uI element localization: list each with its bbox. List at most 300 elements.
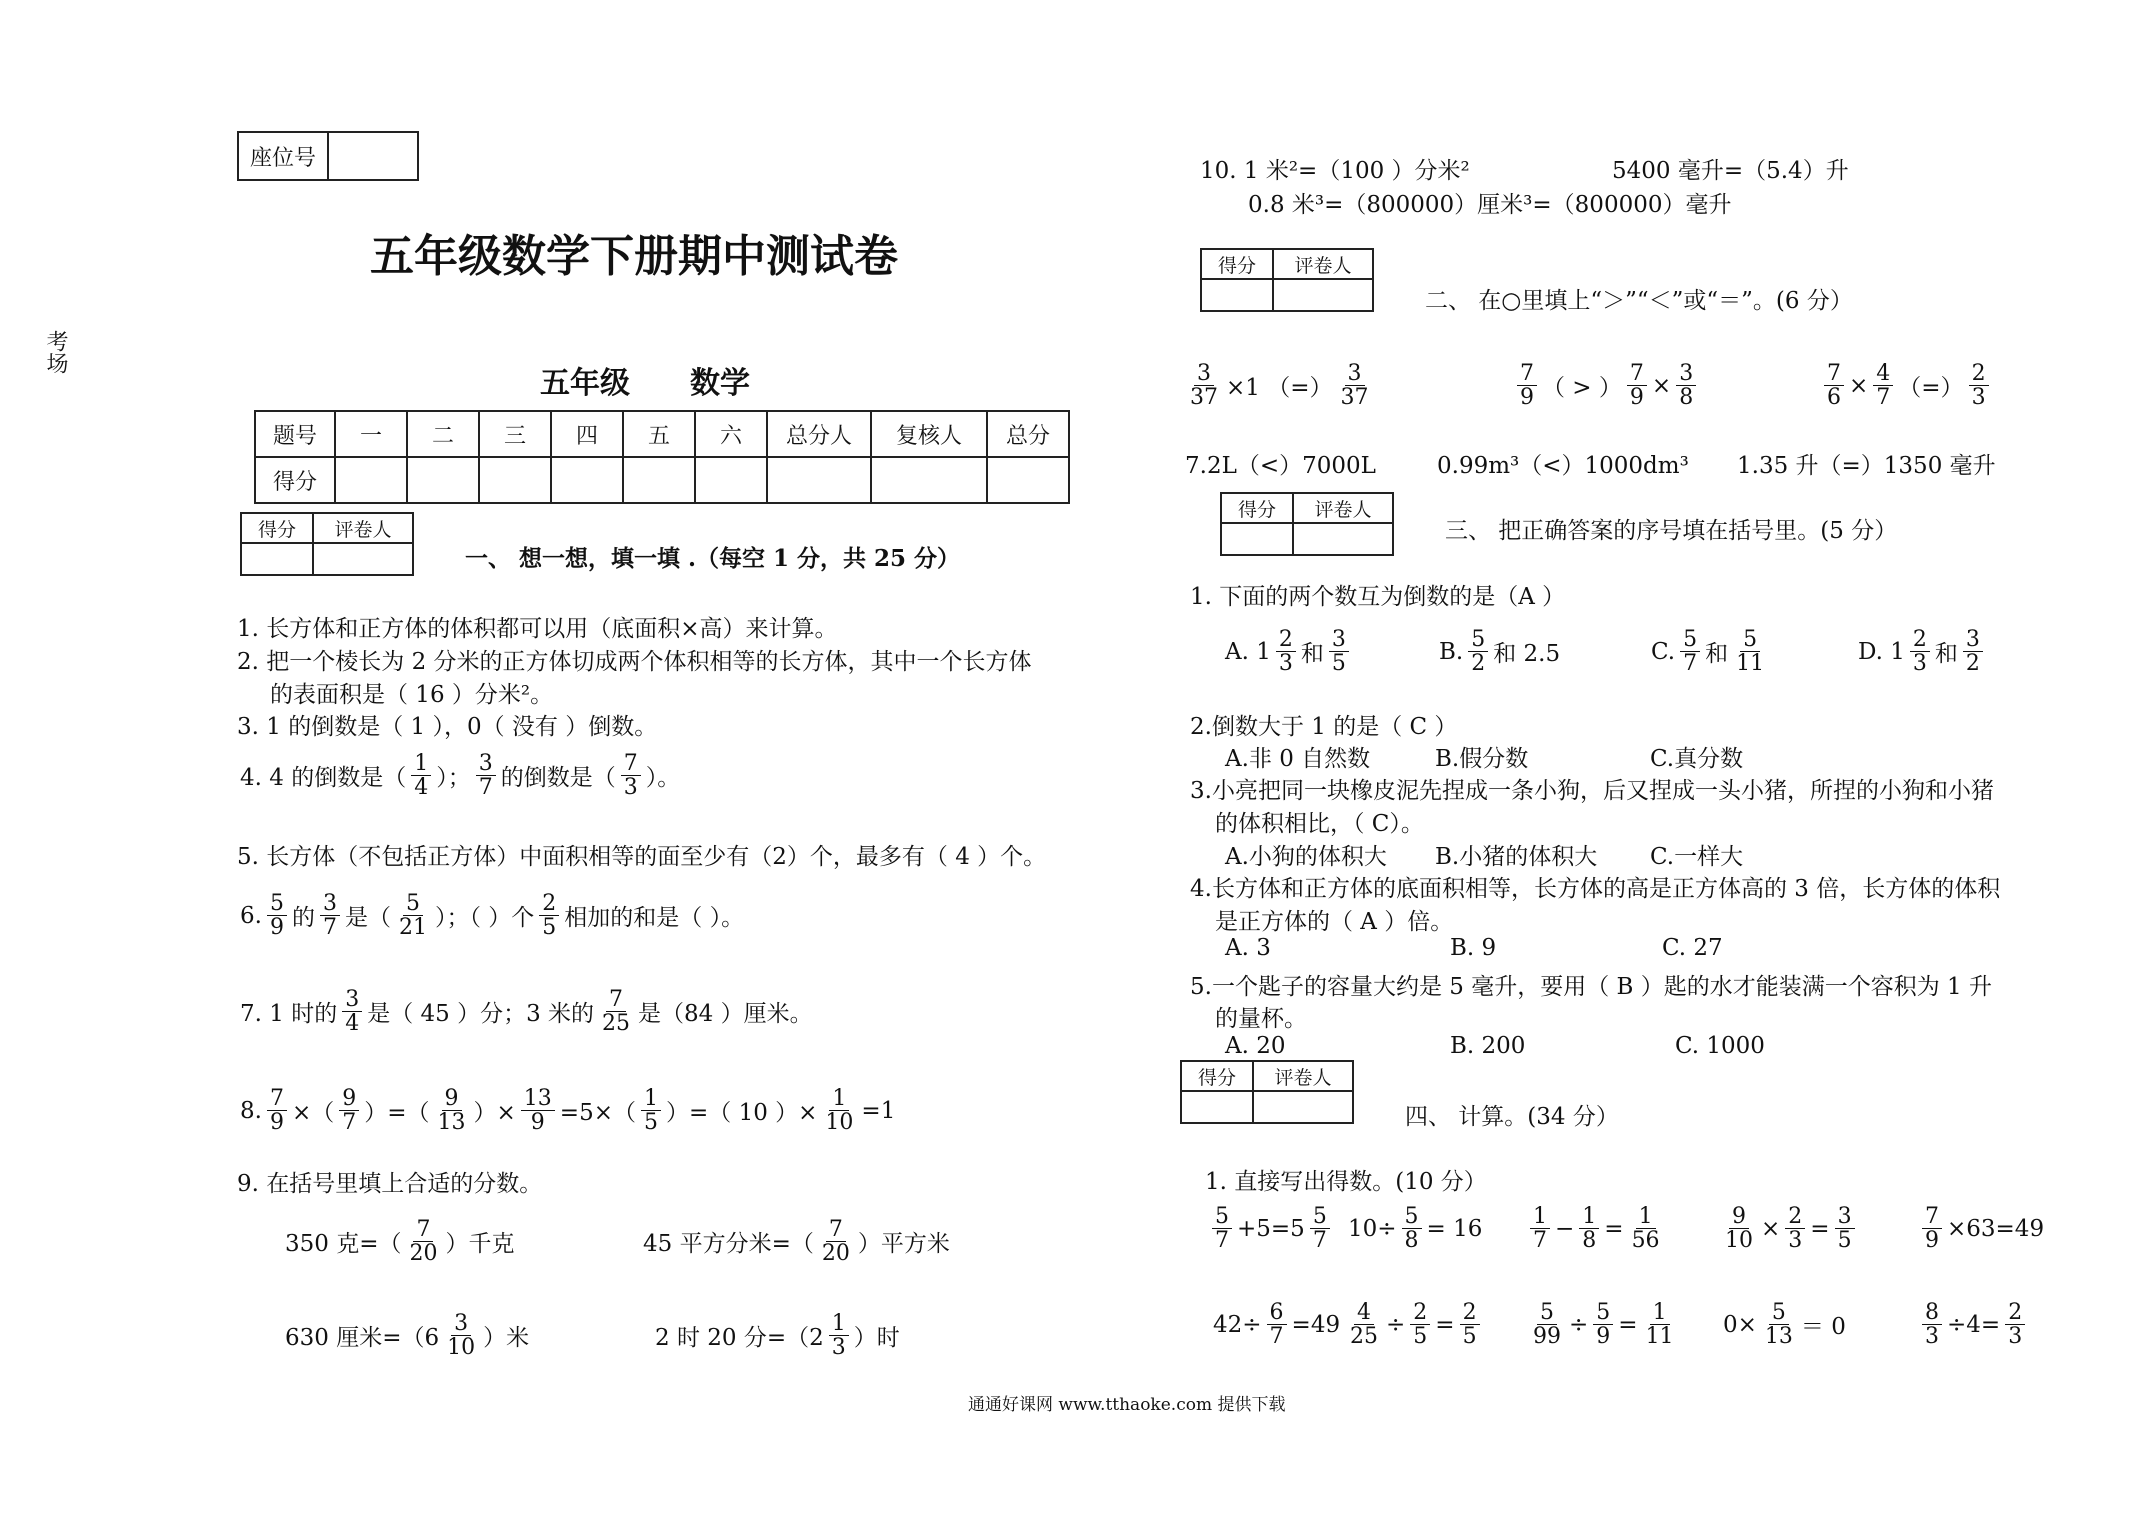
mc-q5-a: A. 20 xyxy=(1225,1033,1286,1059)
mc-q1: 1. 下面的两个数互为倒数的是（A ） xyxy=(1190,584,1566,610)
denominator: 20 xyxy=(821,1241,850,1267)
text-part: （ > ） xyxy=(1542,375,1622,402)
text-part: × xyxy=(1761,1215,1781,1242)
numerator: 7 xyxy=(606,988,626,1012)
fraction xyxy=(1347,1301,1381,1348)
text-part: ）米 xyxy=(483,1325,530,1352)
q10-a: 10. 1 米²=（100 ）分米² xyxy=(1200,158,1470,184)
denominator: 8 xyxy=(1679,385,1694,411)
text-part: 42÷ xyxy=(1213,1311,1262,1338)
denominator: 5 xyxy=(1413,1324,1428,1350)
numerator: 1 xyxy=(1636,1205,1656,1229)
fraction xyxy=(1530,1301,1564,1348)
text-part: × xyxy=(1849,372,1869,399)
mc-q5-line2: 的量杯。 xyxy=(1215,1006,1307,1032)
numerator: 7 xyxy=(1922,1205,1942,1229)
denominator: 99 xyxy=(1533,1324,1561,1350)
compare-2 xyxy=(1515,362,1698,409)
compare-5: 0.99m³（<）1000dm³ xyxy=(1437,453,1689,479)
denominator: 11 xyxy=(1736,651,1765,677)
numerator: 13 xyxy=(521,1087,555,1111)
fraction xyxy=(267,1087,287,1134)
numerator: 2 xyxy=(1785,1205,1805,1229)
grader-name-field[interactable] xyxy=(313,543,413,575)
mc-q4-a: A. 3 xyxy=(1225,935,1271,961)
text-part: 4. 4 的倒数是（ xyxy=(240,765,407,792)
text-part: 8. xyxy=(240,1097,262,1124)
fraction xyxy=(1329,628,1349,675)
mc-q4-line1: 4.长方体和正方体的底面积相等，长方体的高是正方体高的 3 倍，长方体的体积 xyxy=(1190,876,2001,902)
text-part: 630 厘米=（6 xyxy=(285,1325,440,1352)
fraction xyxy=(1593,1301,1613,1348)
denominator: 3 xyxy=(1912,651,1927,677)
fraction xyxy=(521,1087,555,1134)
text-part: ×63=49 xyxy=(1947,1215,2045,1242)
numerator: 7 xyxy=(1824,362,1844,386)
text-part: 的倒数是（ xyxy=(500,765,616,792)
numerator: 2 xyxy=(1969,362,1989,386)
denominator: 9 xyxy=(1629,385,1644,411)
fraction xyxy=(1267,1301,1287,1348)
fraction xyxy=(1629,1205,1663,1252)
grader-name-field[interactable] xyxy=(1253,1091,1353,1123)
fraction xyxy=(1627,362,1647,409)
fraction xyxy=(320,892,340,939)
text-part: ）； xyxy=(436,765,471,792)
numerator: 5 xyxy=(403,892,423,916)
mc-q5-b: B. 200 xyxy=(1450,1033,1526,1059)
numerator: 5 xyxy=(267,892,287,916)
text-part: ）；（ ）个 xyxy=(434,905,535,932)
text-part: 和 xyxy=(1934,641,1958,668)
fraction xyxy=(829,1312,849,1359)
score-cell[interactable] xyxy=(987,457,1069,503)
calc-item xyxy=(1210,1301,1343,1348)
denominator: 25 xyxy=(602,1011,631,1037)
text-part: 相加的和是（ ）。 xyxy=(564,905,745,932)
numerator: 3 xyxy=(320,892,340,916)
mc-q5-c: C. 1000 xyxy=(1675,1033,1765,1059)
text-part: 2 时 20 分=（2 xyxy=(655,1325,824,1352)
fraction xyxy=(822,1087,856,1134)
fraction xyxy=(1338,362,1372,409)
score-header: 四 xyxy=(551,411,623,457)
numerator: 7 xyxy=(413,1218,433,1242)
score-header: 复核人 xyxy=(871,411,987,457)
calc-item xyxy=(1210,1205,1332,1252)
text-part: 是（84 ）厘米。 xyxy=(638,1001,813,1028)
text-part: 是（ xyxy=(344,905,391,932)
text-part: ）× xyxy=(473,1100,516,1127)
denominator: 5 xyxy=(1331,651,1346,677)
fraction xyxy=(1212,1205,1232,1252)
denominator: 8 xyxy=(1582,1228,1597,1254)
fraction xyxy=(1722,1205,1756,1252)
text-part: A. 1 xyxy=(1225,638,1271,665)
mc-q2-c: C.真分数 xyxy=(1650,746,1744,772)
text-part: = xyxy=(1435,1311,1455,1338)
fraction xyxy=(1468,628,1488,675)
q9b xyxy=(640,1218,953,1265)
numerator: 5 xyxy=(1537,1301,1557,1325)
grader-box-2 xyxy=(1200,248,1374,312)
score-cell[interactable] xyxy=(695,457,767,503)
fraction xyxy=(1643,1301,1677,1348)
mc-q1-d xyxy=(1855,628,1985,675)
text-part: B. xyxy=(1439,638,1464,665)
text-part: ÷4= xyxy=(1947,1311,2001,1338)
numerator: 7 xyxy=(826,1218,846,1242)
score-cell[interactable] xyxy=(335,457,407,503)
calc-item xyxy=(1720,1301,1849,1348)
score-row-label: 得分 xyxy=(255,457,335,503)
text-part: 和 xyxy=(1300,641,1324,668)
numerator: 7 xyxy=(621,752,641,776)
score-cell[interactable] xyxy=(871,457,987,503)
score-cell[interactable] xyxy=(767,457,871,503)
fraction xyxy=(411,752,431,799)
denominator: 7 xyxy=(1312,1228,1327,1254)
fraction xyxy=(1922,1205,1942,1252)
text-part: 和 2.5 xyxy=(1493,641,1561,668)
denominator: 2 xyxy=(1965,651,1980,677)
fraction xyxy=(1680,628,1700,675)
mc-q3-c: C.一样大 xyxy=(1650,844,1744,870)
denominator: 5 xyxy=(542,915,557,941)
denominator: 11 xyxy=(1645,1324,1674,1350)
calc-item xyxy=(1528,1301,1679,1348)
calc-item xyxy=(1920,1301,2027,1348)
page-title: 五年级数学下册期中测试卷 xyxy=(370,231,898,282)
grader-score-label: 得分 xyxy=(1181,1061,1253,1091)
fraction xyxy=(1910,628,1930,675)
text-part: 45 平方分米=（ xyxy=(643,1231,814,1258)
mc-q1-a xyxy=(1222,628,1351,675)
numerator: 8 xyxy=(1922,1301,1942,1325)
denominator: 10 xyxy=(825,1110,854,1136)
text-part: D. 1 xyxy=(1858,638,1905,665)
text-part: =1 xyxy=(861,1097,896,1124)
grader-name-label: 评卷人 xyxy=(313,513,413,543)
numerator: 3 xyxy=(1835,1205,1855,1229)
q7 xyxy=(237,988,816,1035)
grader-score-field[interactable] xyxy=(241,543,313,575)
q9a xyxy=(282,1218,517,1265)
denominator: 21 xyxy=(398,915,427,941)
fraction xyxy=(1517,362,1537,409)
denominator: 3 xyxy=(623,775,638,801)
numerator: 5 xyxy=(1769,1301,1789,1325)
fraction xyxy=(1873,362,1893,409)
q6 xyxy=(237,892,747,939)
text-part: 7. 1 时的 xyxy=(240,1001,338,1028)
q9: 9. 在括号里填上合适的分数。 xyxy=(237,1171,543,1197)
text-part: ）千克 xyxy=(445,1231,515,1258)
denominator: 4 xyxy=(345,1011,360,1037)
text-part: ）时 xyxy=(853,1325,900,1352)
text-part: 0× xyxy=(1723,1311,1757,1338)
grader-score-field[interactable] xyxy=(1181,1091,1253,1123)
text-part: 6. xyxy=(240,902,262,929)
numerator: 1 xyxy=(829,1087,849,1111)
fraction xyxy=(1310,1205,1330,1252)
score-header: 二 xyxy=(407,411,479,457)
numerator: 3 xyxy=(451,1312,471,1336)
text-part: ）=（ 10 ）× xyxy=(665,1100,818,1127)
denominator: 56 xyxy=(1631,1228,1660,1254)
compare-4: 7.2L（<）7000L xyxy=(1185,453,1376,479)
numerator: 1 xyxy=(411,752,431,776)
q9d xyxy=(652,1312,903,1359)
denominator: 4 xyxy=(414,775,429,801)
mc-q3-a: A.小狗的体积大 xyxy=(1225,844,1387,870)
grader-box-1 xyxy=(240,512,414,576)
numerator: 2 xyxy=(1460,1301,1480,1325)
score-cell[interactable] xyxy=(407,457,479,503)
fraction xyxy=(1530,1205,1550,1252)
mc-q3-line1: 3.小亮把同一块橡皮泥先捏成一条小狗，后又捏成一头小猪，所捏的小狗和小猪 xyxy=(1190,778,1994,804)
score-header: 六 xyxy=(695,411,767,457)
denominator: 7 xyxy=(1269,1324,1284,1350)
fraction xyxy=(1187,362,1221,409)
numerator: 3 xyxy=(1963,628,1983,652)
fraction xyxy=(342,988,362,1035)
numerator: 7 xyxy=(267,1087,287,1111)
denominator: 7 xyxy=(1533,1228,1547,1254)
fraction xyxy=(1963,628,1983,675)
numerator: 7 xyxy=(1627,362,1647,386)
numerator: 5 xyxy=(1680,628,1700,652)
text-part: +5=5 xyxy=(1237,1215,1305,1242)
denominator: 7 xyxy=(342,1110,357,1136)
score-table xyxy=(254,410,1070,504)
grader-score-label: 得分 xyxy=(1221,493,1293,523)
denominator: 3 xyxy=(1278,651,1293,677)
denominator: 3 xyxy=(831,1335,846,1361)
score-header: 一 xyxy=(335,411,407,457)
numerator: 3 xyxy=(476,752,496,776)
grader-score-field[interactable] xyxy=(1221,523,1293,555)
fraction xyxy=(2005,1301,2025,1348)
mc-q4-b: B. 9 xyxy=(1450,935,1497,961)
fraction xyxy=(444,1312,478,1359)
score-cell[interactable] xyxy=(479,457,551,503)
score-header: 题号 xyxy=(255,411,335,457)
numerator: 4 xyxy=(1354,1301,1374,1325)
numerator: 4 xyxy=(1873,362,1893,386)
numerator: 5 xyxy=(1468,628,1488,652)
text-part: =49 xyxy=(1291,1311,1341,1338)
numerator: 1 xyxy=(1579,1205,1599,1229)
fraction xyxy=(1460,1301,1480,1348)
numerator: 3 xyxy=(342,988,362,1012)
text-part: ）=（ xyxy=(364,1100,430,1127)
text-part: ×1 （=） xyxy=(1226,375,1333,402)
q10-b: 5400 毫升=（5.4）升 xyxy=(1612,158,1849,184)
mc-q3-b: B.小猪的体积大 xyxy=(1435,844,1598,870)
fraction xyxy=(641,1087,661,1134)
fraction xyxy=(1835,1205,1855,1252)
mc-q2-b: B.假分数 xyxy=(1435,746,1529,772)
denominator: 7 xyxy=(1876,385,1891,411)
fraction xyxy=(1402,1205,1422,1252)
text-part: = xyxy=(1810,1215,1830,1242)
calc-item xyxy=(1528,1205,1665,1252)
fraction xyxy=(819,1218,853,1265)
section-1-heading: 一、 想一想，填一填 .（每空 1 分，共 25 分） xyxy=(465,545,961,572)
denominator: 13 xyxy=(1764,1324,1793,1350)
seat-field[interactable] xyxy=(328,132,418,180)
denominator: 9 xyxy=(269,915,284,941)
denominator: 3 xyxy=(1925,1324,1939,1350)
numerator: 2 xyxy=(2005,1301,2025,1325)
numerator: 5 xyxy=(1402,1205,1422,1229)
grader-box-4 xyxy=(1180,1060,1354,1124)
numerator: 3 xyxy=(1194,362,1214,386)
denominator: 5 xyxy=(643,1110,658,1136)
seat-box xyxy=(237,131,419,181)
denominator: 10 xyxy=(447,1335,476,1361)
fraction xyxy=(339,1087,359,1134)
text-part: ）。 xyxy=(645,765,681,792)
text-part: = xyxy=(1618,1311,1638,1338)
section-3-heading: 三、 把正确答案的序号填在括号里。(5 分） xyxy=(1445,518,1898,544)
mc-q2: 2.倒数大于 1 的是（ C ） xyxy=(1190,714,1458,740)
denominator: 9 xyxy=(269,1110,284,1136)
numerator: 9 xyxy=(1729,1205,1749,1229)
grader-name-field[interactable] xyxy=(1293,523,1393,555)
score-header: 三 xyxy=(479,411,551,457)
q4 xyxy=(237,752,683,799)
denominator: 3 xyxy=(1788,1228,1803,1254)
numerator: 3 xyxy=(1345,362,1365,386)
numerator: 1 xyxy=(641,1087,661,1111)
score-cell[interactable] xyxy=(551,457,623,503)
compare-6: 1.35 升（=）1350 毫升 xyxy=(1737,453,1996,479)
mc-q3-line2: 的体积相比，（ C）。 xyxy=(1215,811,1424,837)
calc-subheading: 1. 直接写出得数。(10 分） xyxy=(1205,1169,1487,1195)
section-2-heading: 二、 在○里填上“＞”“＜”或“＝”。(6 分） xyxy=(1425,288,1853,314)
seat-label: 座位号 xyxy=(238,132,328,180)
denominator: 7 xyxy=(1683,651,1698,677)
text-part: ）平方米 xyxy=(857,1231,950,1258)
text-part: − xyxy=(1555,1215,1575,1242)
fraction xyxy=(621,752,641,799)
denominator: 9 xyxy=(1925,1228,1939,1254)
denominator: 37 xyxy=(1190,385,1218,411)
fraction xyxy=(1762,1301,1796,1348)
denominator: 2 xyxy=(1471,651,1486,677)
numerator: 2 xyxy=(539,892,559,916)
grader-name-label: 评卷人 xyxy=(1293,493,1393,523)
score-header: 总分人 xyxy=(767,411,871,457)
q1: 1. 长方体和正方体的体积都可以用（底面积×高）来计算。 xyxy=(237,616,838,642)
grader-box-3 xyxy=(1220,492,1394,556)
fraction xyxy=(476,752,496,799)
grader-score-label: 得分 xyxy=(1201,249,1273,279)
numerator: 1 xyxy=(1530,1205,1550,1229)
mc-q4-c: C. 27 xyxy=(1662,935,1723,961)
mc-q1-b xyxy=(1436,628,1563,675)
denominator: 10 xyxy=(1725,1228,1753,1254)
text-part: 是（ 45 ）分；3 米的 xyxy=(367,1001,595,1028)
denominator: 7 xyxy=(478,775,493,801)
denominator: 13 xyxy=(437,1110,466,1136)
fraction xyxy=(1276,628,1296,675)
q3: 3. 1 的倒数是（ 1 ），0（ 没有 ）倒数。 xyxy=(237,714,658,740)
numerator: 1 xyxy=(829,1312,849,1336)
score-header: 总分 xyxy=(987,411,1069,457)
q5: 5. 长方体（不包括正方体）中面积相等的面至少有（2）个，最多有（ 4 ）个。 xyxy=(237,844,1047,870)
calc-item xyxy=(1920,1205,2047,1252)
fraction xyxy=(1579,1205,1599,1252)
text-part: （=） xyxy=(1898,375,1964,402)
numerator: 7 xyxy=(1517,362,1537,386)
numerator: 3 xyxy=(1329,628,1349,652)
numerator: 9 xyxy=(442,1087,462,1111)
fraction xyxy=(267,892,287,939)
calc-item xyxy=(1720,1205,1857,1252)
denominator: 37 xyxy=(1340,385,1369,411)
q2-line1: 2. 把一个棱长为 2 分米的正方体切成两个体积相等的长方体，其中一个长方体 xyxy=(237,649,1032,675)
side-label: 考场 xyxy=(43,330,68,374)
fraction xyxy=(539,892,559,939)
grader-score-field[interactable] xyxy=(1201,279,1273,311)
text-part: × xyxy=(1651,372,1672,399)
q9c xyxy=(282,1312,532,1359)
numerator: 5 xyxy=(1310,1205,1330,1229)
fraction xyxy=(1410,1301,1430,1348)
numerator: 3 xyxy=(1676,362,1696,386)
denominator: 3 xyxy=(2008,1324,2023,1350)
numerator: 5 xyxy=(1740,628,1760,652)
numerator: 9 xyxy=(339,1087,359,1111)
text-part: ÷ xyxy=(1386,1311,1406,1338)
grader-name-field[interactable] xyxy=(1273,279,1373,311)
fraction xyxy=(1969,362,1989,409)
denominator: 6 xyxy=(1827,385,1841,411)
numerator: 2 xyxy=(1410,1301,1430,1325)
score-cell[interactable] xyxy=(623,457,695,503)
text-part: = 16 xyxy=(1426,1215,1483,1242)
section-4-heading: 四、 计算。(34 分） xyxy=(1405,1104,1619,1130)
text-part: =5×（ xyxy=(559,1100,636,1127)
text-part: 和 xyxy=(1705,641,1729,668)
fraction xyxy=(1733,628,1767,675)
mc-q5-line1: 5.一个匙子的容量大约是 5 毫升，要用（ B ）匙的水才能装满一个容积为 1 升 xyxy=(1190,974,1992,1000)
denominator: 20 xyxy=(409,1241,438,1267)
q8 xyxy=(237,1087,898,1134)
numerator: 2 xyxy=(1276,628,1296,652)
denominator: 8 xyxy=(1404,1228,1419,1254)
fraction xyxy=(599,988,633,1035)
footer: 通通好课网 www.tthaoke.com 提供下载 xyxy=(968,1395,1286,1415)
mc-q1-c xyxy=(1648,628,1769,675)
numerator: 5 xyxy=(1593,1301,1613,1325)
fraction xyxy=(1785,1205,1805,1252)
text-part: ÷ xyxy=(1569,1311,1589,1338)
grader-name-label: 评卷人 xyxy=(1253,1061,1353,1091)
denominator: 9 xyxy=(1596,1324,1611,1350)
calc-item xyxy=(1345,1301,1482,1348)
fraction xyxy=(1824,362,1844,409)
fraction xyxy=(1676,362,1696,409)
compare-3 xyxy=(1822,362,1991,409)
text-part: ＝ 0 xyxy=(1800,1314,1846,1341)
denominator: 9 xyxy=(1520,385,1534,411)
numerator: 2 xyxy=(1910,628,1930,652)
denominator: 3 xyxy=(1971,385,1986,411)
